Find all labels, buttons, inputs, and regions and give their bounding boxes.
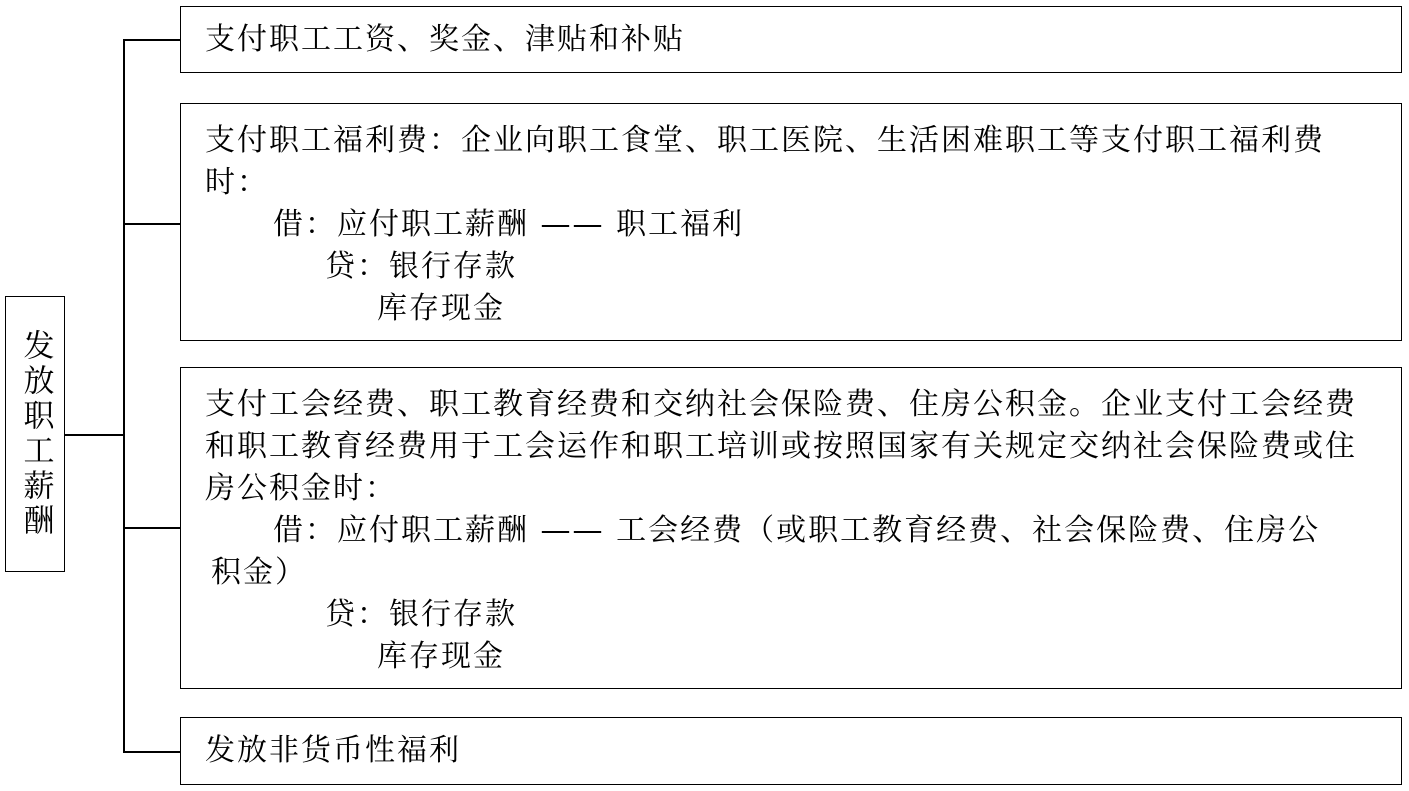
connector-trunk (123, 39, 125, 752)
branch-pay-wages (180, 6, 1402, 73)
connector-branch-3 (123, 527, 180, 529)
connector-branch-4 (123, 751, 180, 753)
root-node (5, 296, 65, 572)
root-node-label: 发放职工薪酬 (17, 329, 54, 539)
connector-branch-2 (123, 223, 180, 225)
credit-entry: 贷：银行存款 (325, 249, 517, 284)
debit-entry: 借：应付职工薪酬 —— 工会经费（或职工教育经费、社会保险费、住房公 (273, 513, 1321, 548)
credit-entry: 库存现金 (377, 291, 505, 326)
branch-text: 支付职工福利费：企业向职工食堂、职工医院、生活困难职工等支付职工福利费时： (205, 123, 1325, 200)
branch-text: 支付工会经费、职工教育经费和交纳社会保险费、住房公积金。企业支付工会经费和职工教育经费用于工会运作和职工培训或按照国家有关规定交纳社会保险费或住房公积金时： (205, 387, 1357, 506)
credit-entry: 库存现金 (377, 639, 505, 674)
connector-branch-1 (123, 39, 180, 41)
branch-welfare-expense (180, 103, 1402, 341)
branch-text: 发放非货币性福利 (205, 733, 461, 768)
connector-root-to-trunk (65, 434, 124, 436)
debit-entry: 借：应付职工薪酬 —— 职工福利 (273, 207, 745, 242)
branch-non-monetary-benefits (180, 717, 1402, 785)
branch-union-education-insurance (180, 367, 1402, 689)
credit-entry: 贷：银行存款 (325, 597, 517, 632)
branch-text: 支付职工工资、奖金、津贴和补贴 (205, 22, 685, 57)
debit-entry-continued: 积金） (211, 555, 307, 590)
